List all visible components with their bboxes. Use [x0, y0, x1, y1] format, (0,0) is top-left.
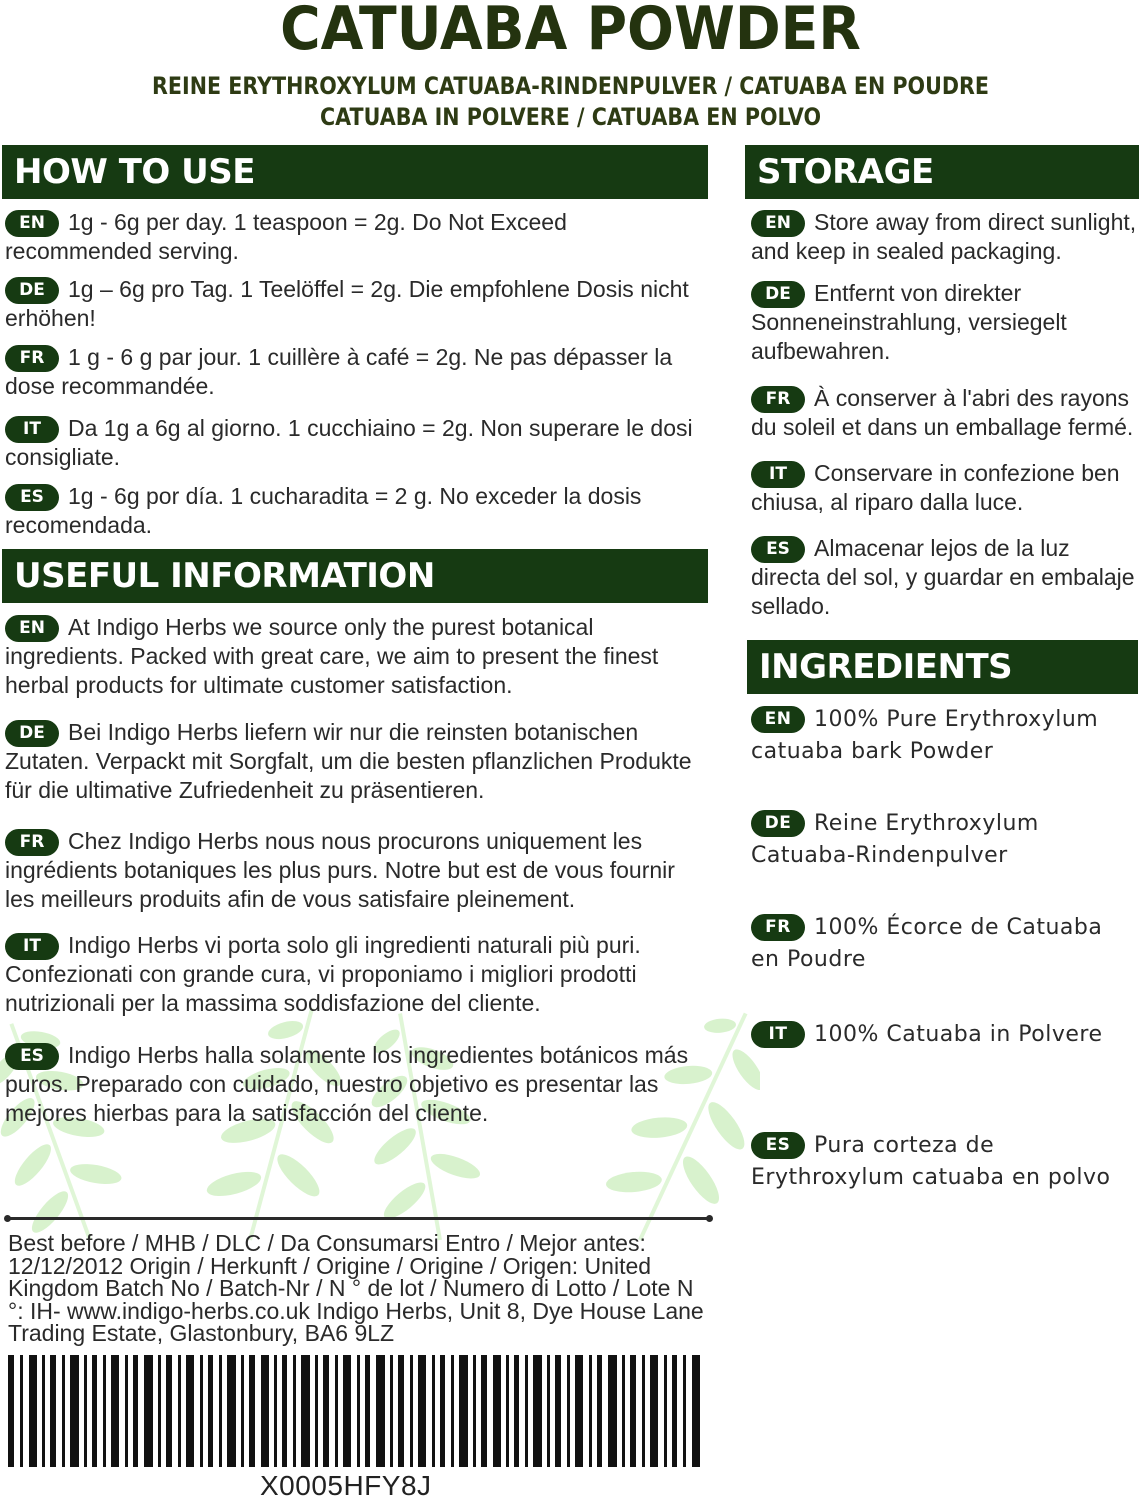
- how-to-use-header: HOW TO USE: [2, 145, 708, 199]
- footer-divider: [6, 1217, 711, 1220]
- ingredients-header: INGREDIENTS: [747, 640, 1138, 694]
- barcode-number: X0005HFY8J: [260, 1470, 432, 1501]
- lang-badge-en: EN: [5, 210, 59, 237]
- lang-badge-de: DE: [5, 720, 59, 747]
- lang-badge-de: DE: [751, 281, 805, 308]
- ingredients-de: DE Reine Erythroxylum Catuaba-Rindenpulver: [751, 811, 1039, 868]
- how-to-use-en: EN 1g - 6g per day. 1 teaspoon = 2g. Do Not Exceed recommended serving.: [5, 209, 567, 264]
- lang-badge-fr: FR: [5, 829, 59, 856]
- subtitle-line-2: CATUABA IN POLVERE / CATUABA EN POLVO: [320, 103, 821, 131]
- ingredients-en: EN 100% Pure Erythroxylum catuaba bark Powder: [751, 707, 1099, 764]
- lang-badge-de: DE: [5, 277, 59, 304]
- barcode-icon: [8, 1355, 700, 1467]
- useful-info-it: IT Indigo Herbs vi porta solo gli ingredienti naturali più puri. Confezionati con grande cura, vi proponiamo i migliori prodotti nutrizionali per la massima soddisfazione del cliente.: [5, 932, 641, 1016]
- storage-it: IT Conservare in confezione ben chiusa, al riparo dalla luce.: [751, 460, 1120, 515]
- lang-badge-es: ES: [5, 484, 59, 511]
- lang-badge-en: EN: [751, 210, 805, 237]
- ingredients-it: IT 100% Catuaba in Polvere: [751, 1019, 1136, 1051]
- ingredients-es: ES Pura corteza de Erythroxylum catuaba en polvo: [751, 1133, 1111, 1190]
- storage-header: STORAGE: [745, 145, 1139, 199]
- lang-badge-de: DE: [751, 810, 805, 837]
- lang-badge-es: ES: [751, 1132, 805, 1159]
- how-to-use-de: DE 1g – 6g pro Tag. 1 Teelöffel = 2g. Die empfohlene Dosis nicht erhöhen!: [5, 276, 689, 331]
- subtitle-line-1: REINE ERYTHROXYLUM CATUABA-RINDENPULVER / CATUABA EN POUDRE: [152, 72, 989, 100]
- lang-badge-es: ES: [5, 1043, 59, 1070]
- lang-badge-fr: FR: [5, 345, 59, 372]
- storage-de: DE Entfernt von direkter Sonneneinstrahlung, versiegelt aufbewahren.: [751, 280, 1067, 364]
- storage-fr: FR À conserver à l'abri des rayons du soleil et dans un emballage fermé.: [751, 385, 1134, 440]
- lang-badge-it: IT: [5, 416, 59, 443]
- how-to-use-it: IT Da 1g a 6g al giorno. 1 cucchiaino = 2g. Non superare le dosi consigliate.: [5, 415, 693, 470]
- useful-info-es: ES Indigo Herbs halla solamente los ingredientes botánicos más puros. Preparado con cuidado, nuestro objetivo es presentar las mejores hierbas para la satisfacción del cliente.: [5, 1042, 689, 1126]
- storage-es: ES Almacenar lejos de la luz directa del sol, y guardar en embalaje sellado.: [751, 535, 1135, 619]
- how-to-use-fr: FR 1 g - 6 g par jour. 1 cuillère à café = 2g. Ne pas dépasser la dose recommandée.: [5, 344, 673, 399]
- lang-badge-fr: FR: [751, 914, 805, 941]
- useful-info-en: EN At Indigo Herbs we source only the purest botanical ingredients. Packed with great care, we aim to present the finest herbal products for ultimate customer satisfaction.: [5, 614, 659, 698]
- ingredients-fr: FR 100% Écorce de Catuaba en Poudre: [751, 915, 1103, 972]
- how-to-use-es: ES 1g - 6g por día. 1 cucharadita = 2 g. No exceder la dosis recomendada.: [5, 483, 642, 538]
- useful-info-fr: FR Chez Indigo Herbs nous nous procurons uniquement les ingrédients botaniques les plus purs. Notre but est de vous fournir les meilleurs produits afin de vous satisfaire pleinement.: [5, 828, 675, 912]
- lang-badge-it: IT: [5, 933, 59, 960]
- lang-badge-en: EN: [751, 706, 805, 733]
- lang-badge-fr: FR: [751, 386, 805, 413]
- lang-badge-it: IT: [751, 461, 805, 488]
- lang-badge-it: IT: [751, 1021, 805, 1048]
- lang-badge-en: EN: [5, 615, 59, 642]
- batch-origin-info: Best before / MHB / DLC / Da Consumarsi Entro / Mejor antes: 12/12/2012 Origin / Herkunft / Origine / Origine / Origen: United Kingdom Batch No / Batch-Nr / N ° de lot / Numero di Lotto / Lote N °: IH- www.indigo-herbs.co.uk Indigo Herbs, Unit 8, Dye House Lane Trading Estate, Glastonbury, BA6 9LZ: [8, 1230, 704, 1346]
- useful-information-header: USEFUL INFORMATION: [2, 549, 708, 603]
- useful-info-de: DE Bei Indigo Herbs liefern wir nur die reinsten botanischen Zutaten. Verpackt mit Sorgfalt, um die besten pflanzlichen Produkte für die ultimative Zufriedenheit zu präsentieren.: [5, 719, 692, 803]
- storage-en: EN Store away from direct sunlight, and keep in sealed packaging.: [751, 209, 1137, 264]
- lang-badge-es: ES: [751, 536, 805, 563]
- page-title: CATUABA POWDER: [280, 0, 861, 64]
